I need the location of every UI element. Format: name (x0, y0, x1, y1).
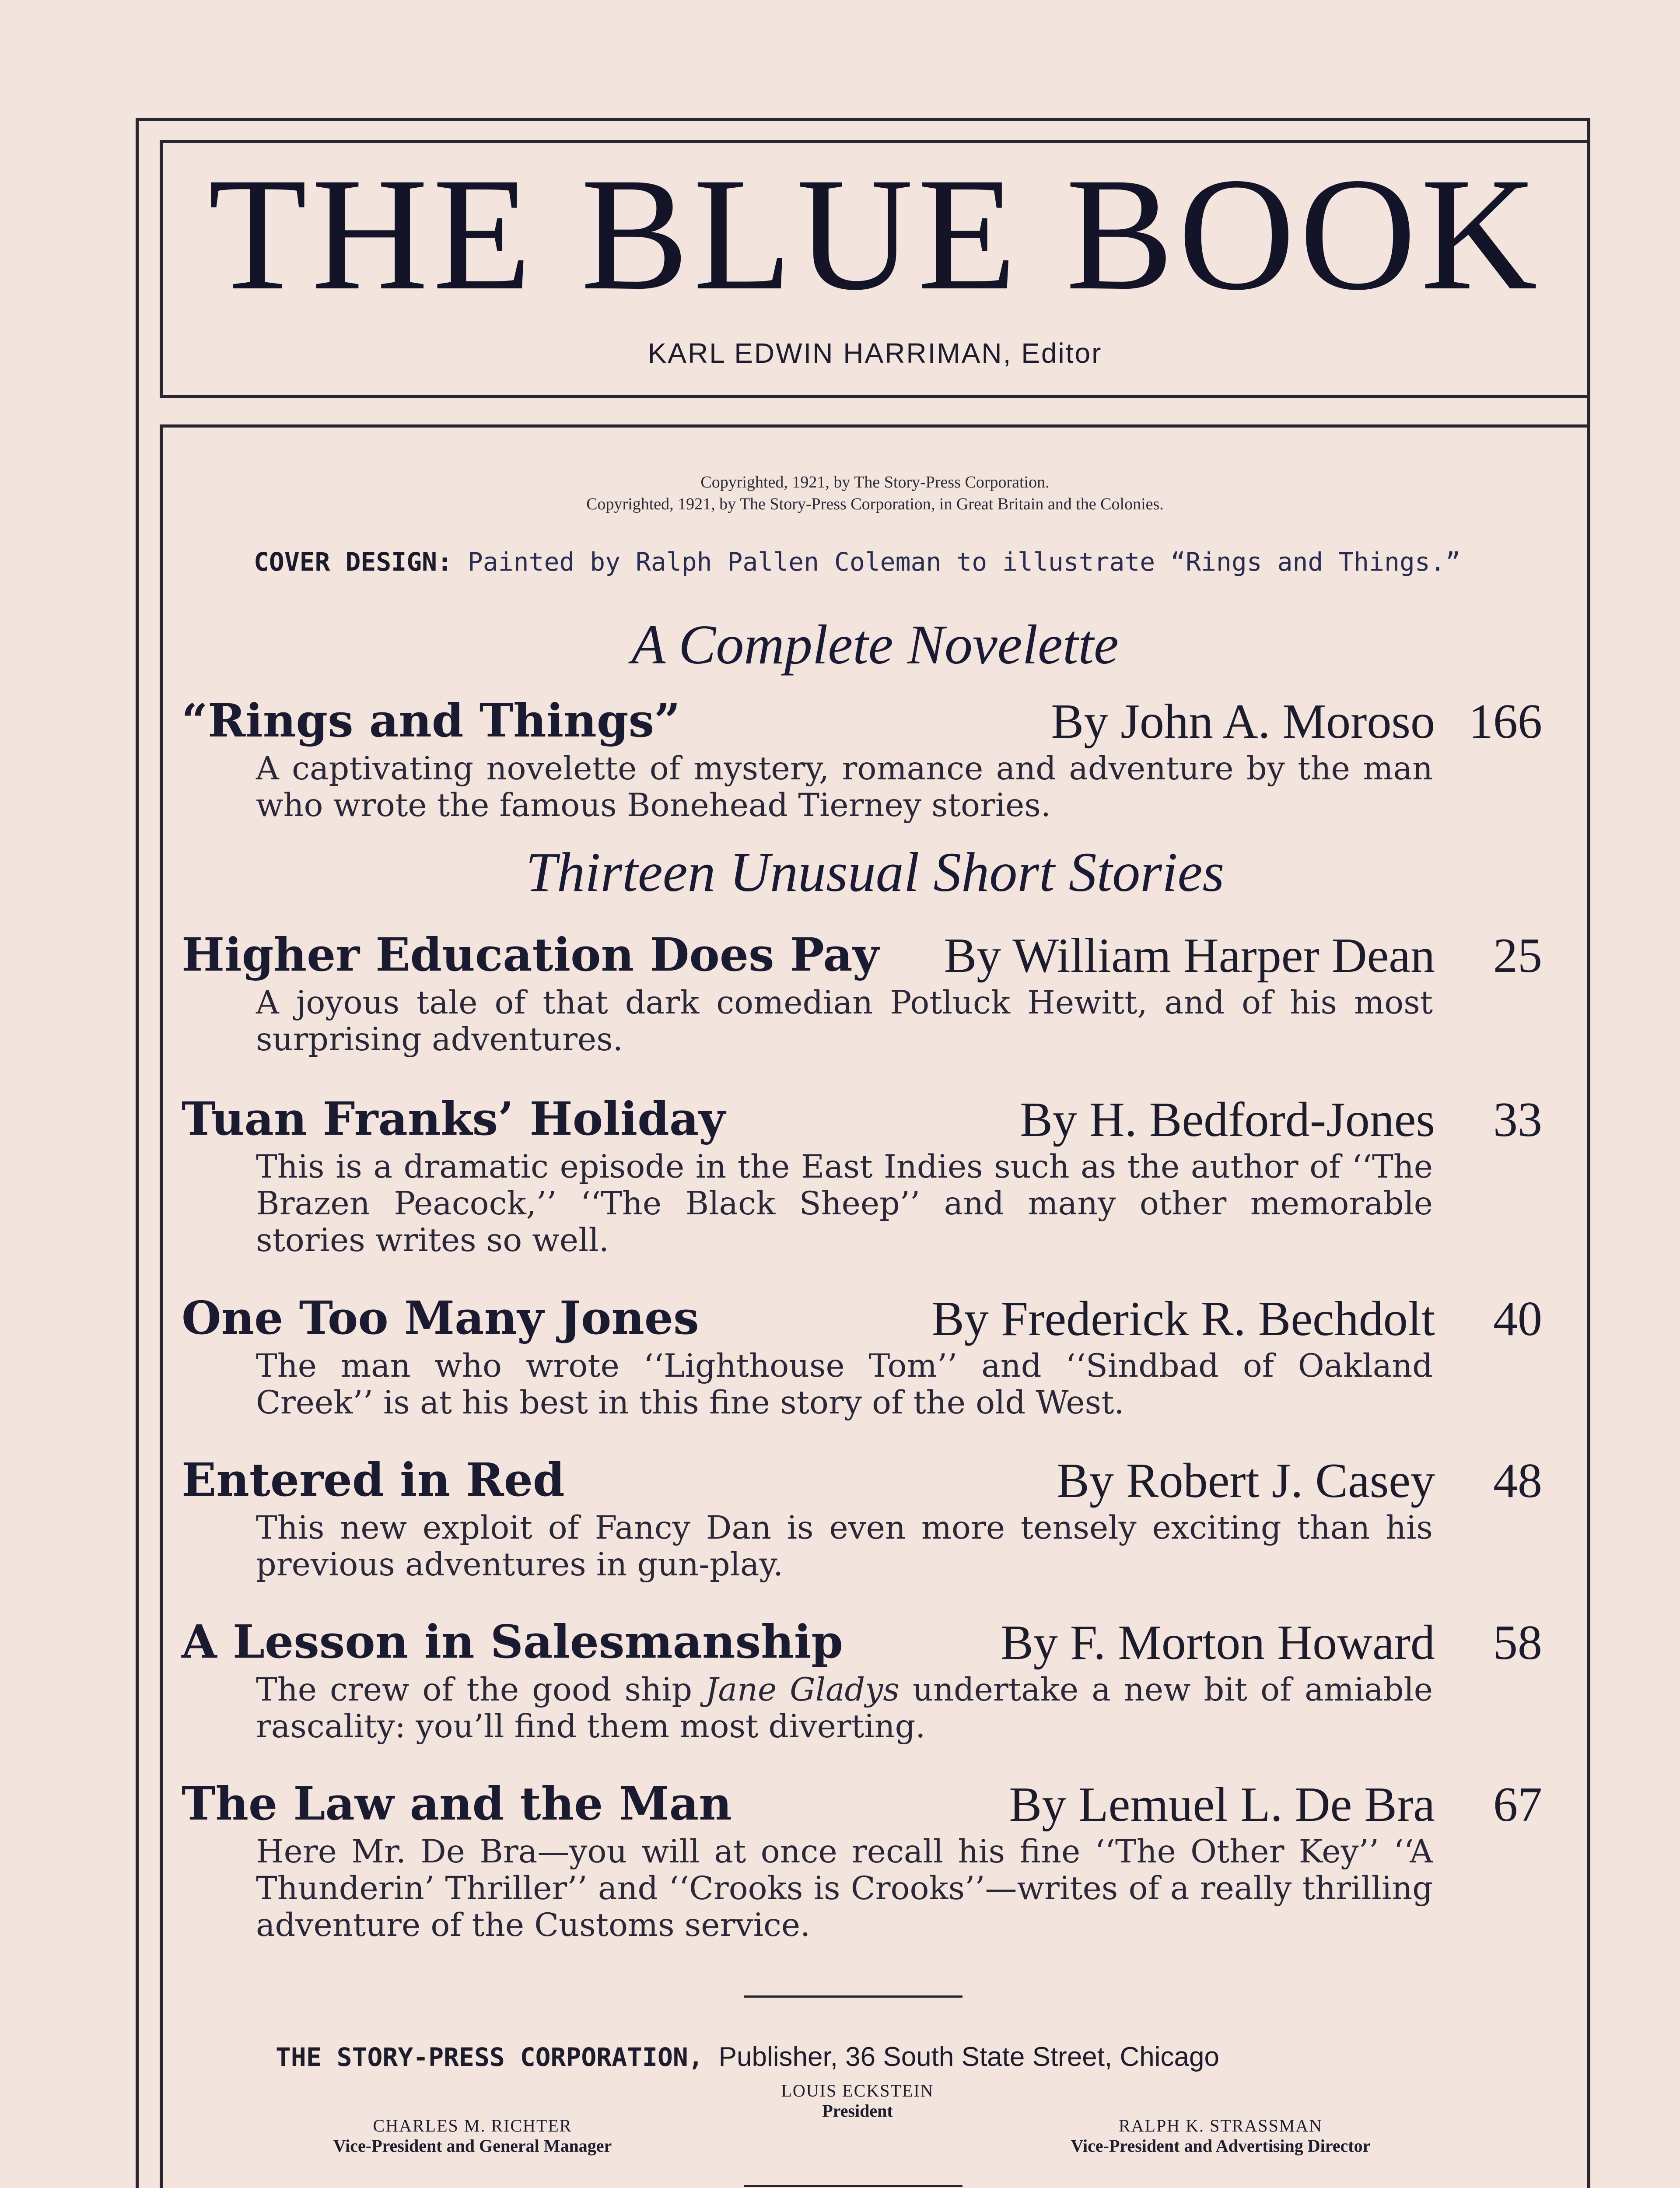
cover-design-label: COVER DESIGN: (254, 547, 452, 577)
story-page-number: 58 (1493, 1616, 1542, 1670)
story-page-number: 40 (1493, 1292, 1542, 1346)
story-title[interactable]: A Lesson in Salesmanship (182, 1615, 843, 1669)
story-author: By John A. Moroso (1051, 694, 1435, 749)
story-blurb: A captivating novelette of mystery, romance and adventure by the man who wrote the famous Bonehead Tierney stories. (256, 750, 1433, 824)
magazine-title: THE BLUE BOOK (208, 144, 1542, 324)
copyright-line-1: Copyrighted, 1921, by The Story-Press Corporation. (700, 473, 1050, 491)
president-name: LOUIS ECKSTEIN (781, 2081, 934, 2100)
story-author: By H. Bedford-Jones (1020, 1093, 1435, 1147)
story-title[interactable]: One Too Many Jones (182, 1291, 699, 1345)
story-blurb: This is a dramatic episode in the East Indies such as the author of ‘‘The Brazen Peacock,’’ ‘‘The Black Sheep’’ and many other memorable stories writes so well. (256, 1148, 1433, 1259)
vice-president-role: Vice-President and General Manager (333, 2136, 612, 2156)
story-title[interactable]: The Law and the Man (182, 1777, 732, 1830)
story-blurb: This new exploit of Fancy Dan is even more tensely exciting than his previous adventures in gun-play. (256, 1509, 1433, 1583)
publisher-line (276, 2041, 1431, 2072)
president-block (718, 2081, 998, 2121)
divider-rule (744, 2185, 962, 2187)
story-author: By Frederick R. Bechdolt (931, 1292, 1435, 1346)
vice-president-name: CHARLES M. RICHTER (373, 2116, 572, 2135)
story-blurb-start: The crew of the good ship (256, 1671, 706, 1708)
vice-president-role: Vice-President and Advertising Director (1071, 2136, 1371, 2156)
story-author: By Lemuel L. De Bra (1009, 1778, 1435, 1832)
publisher-address: Publisher, 36 South State Street, Chicago (718, 2042, 1219, 2072)
editor-line: KARL EDWIN HARRIMAN, Editor (648, 337, 1102, 369)
story-entry[interactable] (182, 1777, 1542, 1944)
story-entry[interactable] (182, 1453, 1542, 1583)
story-title[interactable]: Higher Education Does Pay (182, 928, 879, 982)
cover-design-text: Painted by Ralph Pallen Coleman to illustrate “Rings and Things.” (467, 547, 1461, 577)
story-blurb (256, 1672, 1433, 1745)
story-title[interactable]: Entered in Red (182, 1453, 565, 1507)
section-novelette: A Complete Novelette (631, 614, 1119, 676)
cover-design-credit (254, 547, 1461, 577)
story-page-number: 166 (1469, 694, 1542, 749)
story-blurb: The man who wrote ‘‘Lighthouse Tom’’ and ‘‘Sindbad of Oakland Creek’’ is at his best in this fine story of the old West. (256, 1347, 1433, 1421)
story-page-number: 48 (1493, 1454, 1542, 1508)
story-author: By Robert J. Casey (1057, 1454, 1435, 1508)
vice-president-name: RALPH K. STRASSMAN (1118, 2116, 1323, 2135)
vice-president-block (280, 2116, 665, 2156)
story-blurb: A joyous tale of that dark comedian Potluck Hewitt, and of his most surprising adventures. (256, 984, 1433, 1058)
story-title[interactable]: “Rings and Things” (182, 694, 680, 747)
story-page-number: 25 (1493, 929, 1542, 983)
story-title[interactable]: Tuan Franks’ Holiday (182, 1092, 725, 1146)
story-page-number: 33 (1493, 1093, 1542, 1147)
section-short-stories: Thirteen Unusual Short Stories (525, 841, 1225, 903)
story-page-number: 67 (1493, 1778, 1542, 1832)
story-entry[interactable] (182, 928, 1542, 1058)
publisher-name: THE STORY-PRESS CORPORATION, (276, 2042, 704, 2072)
story-entry[interactable] (182, 1291, 1542, 1421)
copyright-line-2: Copyrighted, 1921, by The Story-Press Corporation, in Great Britain and the Colonies. (586, 495, 1164, 513)
story-entry[interactable] (182, 1615, 1542, 1745)
story-entry[interactable] (182, 1092, 1542, 1259)
story-entry[interactable] (182, 694, 1542, 824)
story-blurb-end: undertake a new bit of amiable rascality: you’ll find them most diverting. (256, 1671, 1433, 1745)
ship-name: Jane Gladys (705, 1671, 900, 1708)
divider-rule (744, 1995, 962, 1998)
vice-president-block (1006, 2116, 1435, 2156)
story-author: By William Harper Dean (944, 929, 1435, 983)
story-author: By F. Morton Howard (1001, 1616, 1435, 1670)
president-role: President (822, 2101, 893, 2121)
story-blurb: Here Mr. De Bra—you will at once recall his fine ‘‘The Other Key’’ ‘‘A Thunderin’ Thriller’’ and ‘‘Crooks is Crooks’’—writes of a really thrilling adventure of the Customs service. (256, 1833, 1433, 1944)
